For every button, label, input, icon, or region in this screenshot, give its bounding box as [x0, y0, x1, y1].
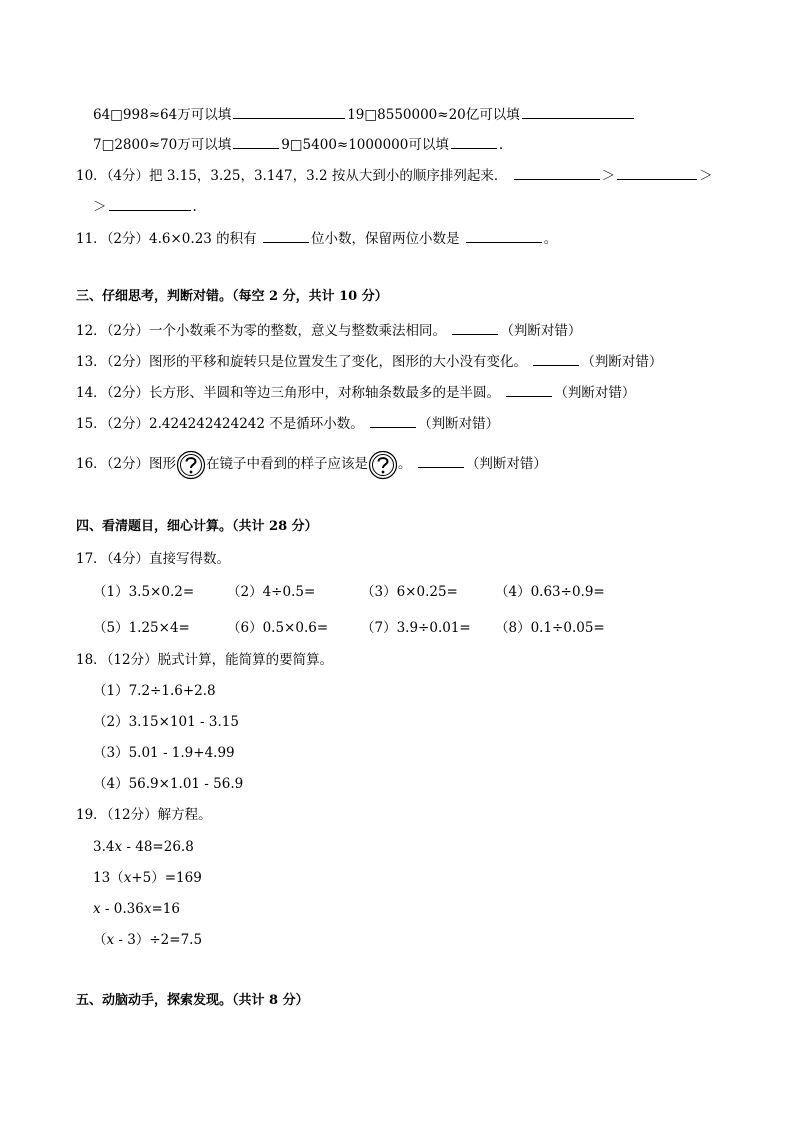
answer-blank[interactable] [514, 165, 600, 180]
q9-line2: 7□2800≈70万可以填 9□5400≈1000000可以填 . [93, 134, 503, 154]
calc-item: （7）3.9÷0.01= [361, 620, 471, 636]
equation-4: （x - 3）÷2=7.5 [93, 932, 203, 948]
answer-blank[interactable] [466, 228, 542, 243]
answer-blank[interactable] [233, 104, 345, 119]
question-17-row-2 [93, 619, 629, 637]
calc-item: （8）0.1÷0.05= [495, 620, 605, 636]
calc-item: （2）4÷0.5= [227, 584, 316, 600]
question-15: 15．（2分）2.424242424242 不是循环小数。 （判断对错） [76, 413, 499, 433]
calc-item: （2）3.15×101 - 3.15 [93, 714, 239, 730]
calc-item: （1）3.5×0.2= [93, 584, 195, 600]
answer-blank[interactable] [233, 134, 279, 149]
calc-item: （5）1.25×4= [93, 620, 190, 636]
answer-blank[interactable] [506, 382, 552, 397]
q9-line1: 64□998≈64万可以填 19□8550000≈20亿可以填 [93, 104, 636, 124]
answer-blank[interactable] [451, 134, 497, 149]
question-19: 19．（12分）解方程。 [76, 807, 212, 823]
answer-blank[interactable] [533, 351, 579, 366]
question-12: 12．（2分）一个小数乘不为零的整数，意义与整数乘法相同。 （判断对错） [76, 320, 581, 340]
answer-blank[interactable] [263, 228, 309, 243]
question-13: 13．（2分）图形的平移和旋转只是位置发生了变化，图形的大小没有变化。 （判断对错） [76, 351, 662, 371]
calc-item: （3）5.01 - 1.9+4.99 [93, 745, 235, 761]
question-17: 17．（4分）直接写得数。 [76, 551, 231, 567]
mirrored-question-mark-figure-icon [368, 450, 398, 480]
section-3-title: 三、仔细思考，判断对错。（每空 2 分，共计 10 分） [76, 289, 388, 304]
calc-item: （4）0.63÷0.9= [495, 584, 605, 600]
question-16: 16．（2分）图形 在镜子中看到的样子应该是 。 （判断对错） [76, 447, 547, 481]
question-18: 18．（12分）脱式计算，能简算的要简算。 [76, 652, 334, 668]
answer-blank[interactable] [370, 413, 416, 428]
calc-item: （6）0.5×0.6= [227, 620, 329, 636]
equation-3: x - 0.36x=16 [93, 901, 180, 917]
answer-blank[interactable] [452, 320, 498, 335]
calc-item: （4）56.9×1.01 - 56.9 [93, 776, 244, 792]
section-5-title: 五、动脑动手，探索发现。（共计 8 分） [76, 993, 309, 1008]
question-17-row-1 [93, 583, 629, 601]
question-10: 10．（4分）把 3.15，3.25，3.147，3.2 按从大到小的顺序排列起来． ＞ ＞ [76, 165, 713, 185]
answer-blank[interactable] [522, 104, 634, 119]
question-11: 11．（2分）4.6×0.23 的积有 位小数，保留两位小数是 。 [76, 228, 557, 248]
section-4-title: 四、看清题目，细心计算。（共计 28 分） [76, 519, 318, 534]
answer-blank[interactable] [617, 165, 697, 180]
calc-item: （3）6×0.25= [361, 584, 458, 600]
equation-1: 3.4x - 48=26.8 [93, 839, 194, 855]
question-10-cont: ＞ . [93, 196, 197, 216]
calc-item: （1）7.2÷1.6+2.8 [93, 683, 216, 699]
answer-blank[interactable] [418, 453, 464, 468]
answer-blank[interactable] [109, 196, 191, 211]
question-14: 14．（2分）长方形、半圆和等边三角形中，对称轴条数最多的是半圆。 （判断对错） [76, 382, 635, 402]
question-mark-figure-icon [176, 450, 206, 480]
equation-2: 13（x+5）=169 [93, 870, 202, 886]
